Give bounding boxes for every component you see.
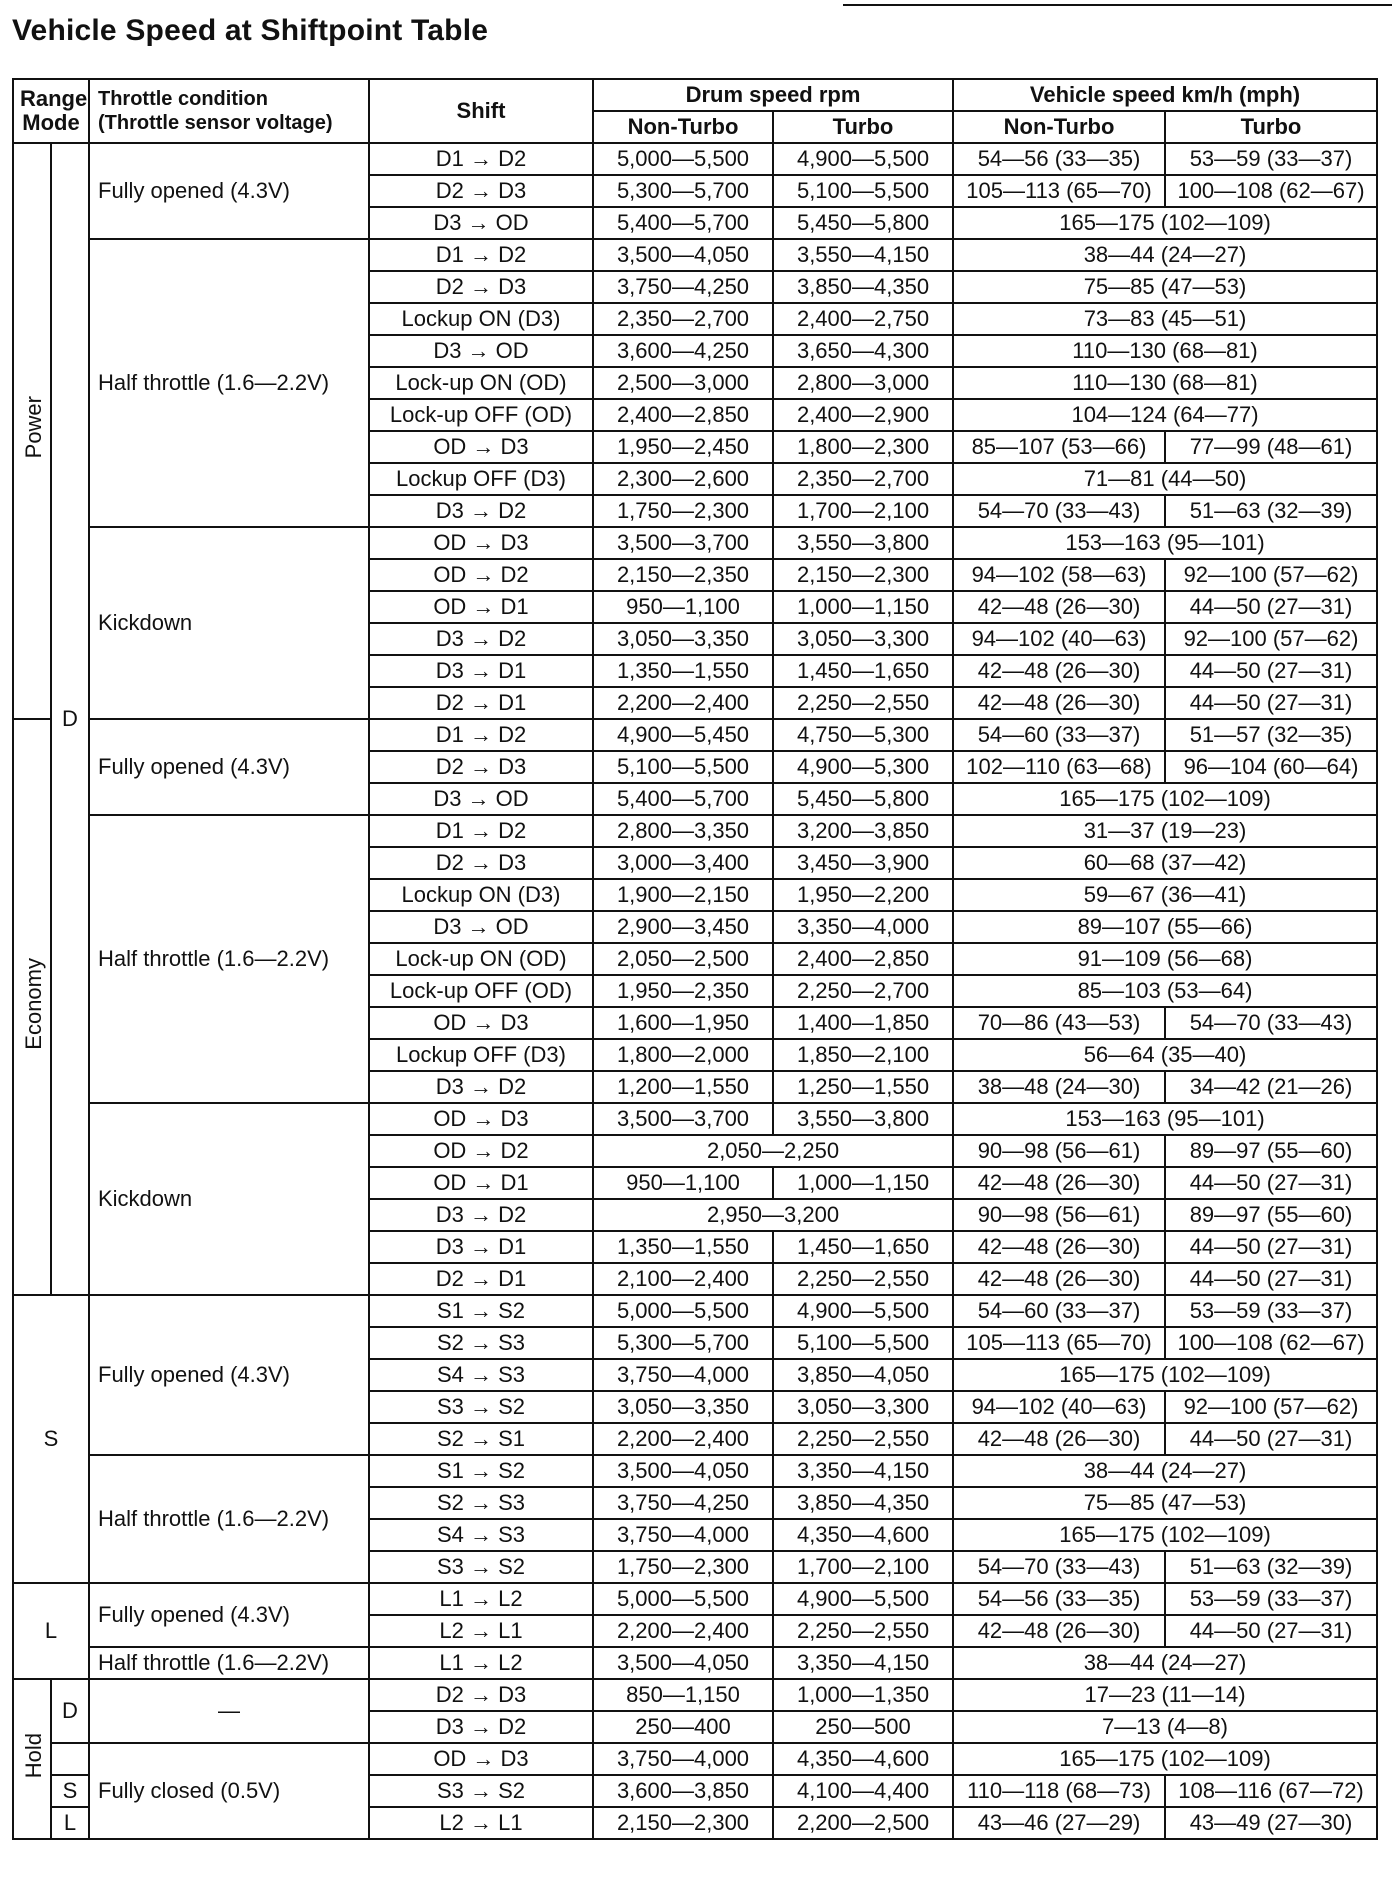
drum-turbo-cell: 2,400—2,900 <box>773 399 953 431</box>
drum-turbo-cell: 3,850—4,050 <box>773 1359 953 1391</box>
shiftpoint-table-wrapper <box>12 78 1376 1840</box>
shift-cell: D3 → OD <box>369 783 593 815</box>
vehicle-turbo-cell: 96—104 (60—64) <box>1165 751 1377 783</box>
vehicle-turbo-cell: 100—108 (62—67) <box>1165 175 1377 207</box>
vehicle-non-turbo-cell: 105—113 (65—70) <box>953 175 1165 207</box>
vehicle-speed-cell: 85—103 (53—64) <box>953 975 1377 1007</box>
vehicle-speed-cell: 60—68 (37—42) <box>953 847 1377 879</box>
shift-cell: S1 → S2 <box>369 1455 593 1487</box>
drum-speed-cell: 2,050—2,250 <box>593 1135 953 1167</box>
drum-turbo-cell: 3,550—3,800 <box>773 527 953 559</box>
shift-cell: D3 → D1 <box>369 1231 593 1263</box>
condition-l-half: Half throttle (1.6—2.2V) <box>89 1647 369 1679</box>
drum-non-turbo-cell: 250—400 <box>593 1711 773 1743</box>
group-l: L <box>13 1583 89 1679</box>
shift-cell: S2 → S3 <box>369 1487 593 1519</box>
drum-non-turbo-cell: 3,500—3,700 <box>593 527 773 559</box>
shift-cell: D2 → D3 <box>369 1679 593 1711</box>
drum-non-turbo-cell: 5,000—5,500 <box>593 143 773 175</box>
drum-turbo-cell: 3,850—4,350 <box>773 1487 953 1519</box>
table-row <box>13 1743 1377 1775</box>
drum-turbo-cell: 2,800—3,000 <box>773 367 953 399</box>
shift-cell: OD → D2 <box>369 1135 593 1167</box>
table-row <box>13 815 1377 847</box>
vehicle-turbo-cell: 92—100 (57—62) <box>1165 1391 1377 1423</box>
drum-turbo-cell: 3,450—3,900 <box>773 847 953 879</box>
drum-non-turbo-cell: 3,500—4,050 <box>593 239 773 271</box>
condition-power-full: Fully opened (4.3V) <box>89 143 369 239</box>
header-drum-turbo: Turbo <box>773 111 953 143</box>
vehicle-non-turbo-cell: 42—48 (26—30) <box>953 1615 1165 1647</box>
shift-cell: D1 → D2 <box>369 815 593 847</box>
drum-turbo-cell: 3,350—4,000 <box>773 911 953 943</box>
vehicle-speed-cell: 89—107 (55—66) <box>953 911 1377 943</box>
header-mode: Mode <box>22 110 80 135</box>
drum-turbo-cell: 3,050—3,300 <box>773 1391 953 1423</box>
shift-cell: L2 → L1 <box>369 1807 593 1839</box>
shift-cell: OD → D3 <box>369 431 593 463</box>
table-row <box>13 527 1377 559</box>
shift-cell: S3 → S2 <box>369 1551 593 1583</box>
drum-non-turbo-cell: 5,400—5,700 <box>593 207 773 239</box>
vehicle-turbo-cell: 54—70 (33—43) <box>1165 1007 1377 1039</box>
drum-non-turbo-cell: 5,000—5,500 <box>593 1583 773 1615</box>
vehicle-speed-cell: 104—124 (64—77) <box>953 399 1377 431</box>
shift-cell: D3 → OD <box>369 335 593 367</box>
drum-non-turbo-cell: 850—1,150 <box>593 1679 773 1711</box>
condition-hold-closed: Fully closed (0.5V) <box>89 1743 369 1839</box>
header-throttle-line2: (Throttle sensor voltage) <box>98 112 333 134</box>
drum-turbo-cell: 1,250—1,550 <box>773 1071 953 1103</box>
drum-turbo-cell: 3,550—3,800 <box>773 1103 953 1135</box>
table-row <box>13 1679 1377 1711</box>
drum-non-turbo-cell: 5,000—5,500 <box>593 1295 773 1327</box>
drum-turbo-cell: 3,050—3,300 <box>773 623 953 655</box>
drum-turbo-cell: 2,400—2,750 <box>773 303 953 335</box>
drum-non-turbo-cell: 1,750—2,300 <box>593 1551 773 1583</box>
table-row <box>13 719 1377 751</box>
drum-turbo-cell: 1,700—2,100 <box>773 1551 953 1583</box>
shift-cell: D3 → D2 <box>369 495 593 527</box>
group-economy <box>13 719 51 1295</box>
table-row <box>13 1455 1377 1487</box>
header-vehicle-turbo: Turbo <box>1165 111 1377 143</box>
vehicle-turbo-cell: 51—57 (32—35) <box>1165 719 1377 751</box>
vehicle-speed-cell: 38—44 (24—27) <box>953 1647 1377 1679</box>
vehicle-speed-cell: 165—175 (102—109) <box>953 207 1377 239</box>
drum-non-turbo-cell: 5,300—5,700 <box>593 1327 773 1359</box>
vehicle-non-turbo-cell: 43—46 (27—29) <box>953 1807 1165 1839</box>
vehicle-speed-cell: 165—175 (102—109) <box>953 1359 1377 1391</box>
drum-non-turbo-cell: 2,200—2,400 <box>593 687 773 719</box>
drum-non-turbo-cell: 2,300—2,600 <box>593 463 773 495</box>
vehicle-turbo-cell: 53—59 (33—37) <box>1165 143 1377 175</box>
vehicle-turbo-cell: 89—97 (55—60) <box>1165 1135 1377 1167</box>
drum-turbo-cell: 2,400—2,850 <box>773 943 953 975</box>
drum-non-turbo-cell: 5,300—5,700 <box>593 175 773 207</box>
shift-cell: OD → D3 <box>369 1743 593 1775</box>
drum-turbo-cell: 4,900—5,500 <box>773 143 953 175</box>
vehicle-turbo-cell: 53—59 (33—37) <box>1165 1583 1377 1615</box>
drum-non-turbo-cell: 2,800—3,350 <box>593 815 773 847</box>
drum-non-turbo-cell: 3,500—3,700 <box>593 1103 773 1135</box>
shift-cell: D2 → D3 <box>369 271 593 303</box>
drum-turbo-cell: 4,750—5,300 <box>773 719 953 751</box>
vehicle-non-turbo-cell: 54—70 (33—43) <box>953 495 1165 527</box>
vehicle-turbo-cell: 44—50 (27—31) <box>1165 1263 1377 1295</box>
drum-non-turbo-cell: 950—1,100 <box>593 1167 773 1199</box>
group-power <box>13 143 51 719</box>
drum-non-turbo-cell: 2,100—2,400 <box>593 1263 773 1295</box>
group-hold-l: L <box>51 1807 89 1839</box>
vehicle-non-turbo-cell: 54—60 (33—37) <box>953 719 1165 751</box>
vehicle-turbo-cell: 89—97 (55—60) <box>1165 1199 1377 1231</box>
vehicle-non-turbo-cell: 38—48 (24—30) <box>953 1071 1165 1103</box>
vehicle-non-turbo-cell: 90—98 (56—61) <box>953 1135 1165 1167</box>
shift-cell: S2 → S3 <box>369 1327 593 1359</box>
vehicle-turbo-cell: 108—116 (67—72) <box>1165 1775 1377 1807</box>
shift-cell: S1 → S2 <box>369 1295 593 1327</box>
condition-economy-full: Fully opened (4.3V) <box>89 719 369 815</box>
vehicle-speed-cell: 17—23 (11—14) <box>953 1679 1377 1711</box>
drum-turbo-cell: 4,350—4,600 <box>773 1519 953 1551</box>
vehicle-turbo-cell: 77—99 (48—61) <box>1165 431 1377 463</box>
drum-turbo-cell: 5,100—5,500 <box>773 175 953 207</box>
shift-cell: D2 → D3 <box>369 175 593 207</box>
vehicle-turbo-cell: 92—100 (57—62) <box>1165 559 1377 591</box>
vehicle-speed-cell: 153—163 (95—101) <box>953 527 1377 559</box>
drum-non-turbo-cell: 3,050—3,350 <box>593 623 773 655</box>
vehicle-non-turbo-cell: 105—113 (65—70) <box>953 1327 1165 1359</box>
table-row <box>13 239 1377 271</box>
vehicle-turbo-cell: 44—50 (27—31) <box>1165 655 1377 687</box>
header-drum-non-turbo: Non-Turbo <box>593 111 773 143</box>
vehicle-speed-cell: 153—163 (95—101) <box>953 1103 1377 1135</box>
vehicle-non-turbo-cell: 42—48 (26—30) <box>953 1231 1165 1263</box>
drum-turbo-cell: 1,450—1,650 <box>773 1231 953 1263</box>
drum-non-turbo-cell: 4,900—5,450 <box>593 719 773 751</box>
drum-turbo-cell: 4,350—4,600 <box>773 1743 953 1775</box>
group-d: D <box>51 143 89 1295</box>
shift-cell: Lockup OFF (D3) <box>369 463 593 495</box>
drum-turbo-cell: 5,450—5,800 <box>773 207 953 239</box>
drum-turbo-cell: 2,250—2,550 <box>773 687 953 719</box>
vehicle-non-turbo-cell: 94—102 (40—63) <box>953 1391 1165 1423</box>
vehicle-speed-cell: 38—44 (24—27) <box>953 1455 1377 1487</box>
shift-cell: D2 → D1 <box>369 687 593 719</box>
drum-turbo-cell: 1,400—1,850 <box>773 1007 953 1039</box>
drum-non-turbo-cell: 2,350—2,700 <box>593 303 773 335</box>
drum-non-turbo-cell: 950—1,100 <box>593 591 773 623</box>
vehicle-speed-cell: 91—109 (56—68) <box>953 943 1377 975</box>
drum-non-turbo-cell: 3,750—4,000 <box>593 1359 773 1391</box>
group-s: S <box>13 1295 89 1583</box>
condition-power-kickdown: Kickdown <box>89 527 369 719</box>
drum-non-turbo-cell: 3,750—4,000 <box>593 1519 773 1551</box>
vehicle-speed-cell: 75—85 (47—53) <box>953 271 1377 303</box>
shift-cell: L1 → L2 <box>369 1583 593 1615</box>
vehicle-non-turbo-cell: 54—60 (33—37) <box>953 1295 1165 1327</box>
drum-non-turbo-cell: 2,200—2,400 <box>593 1615 773 1647</box>
drum-turbo-cell: 3,350—4,150 <box>773 1455 953 1487</box>
shift-cell: L1 → L2 <box>369 1647 593 1679</box>
drum-turbo-cell: 3,850—4,350 <box>773 271 953 303</box>
drum-non-turbo-cell: 1,900—2,150 <box>593 879 773 911</box>
drum-non-turbo-cell: 2,150—2,350 <box>593 559 773 591</box>
vehicle-speed-cell: 73—83 (45—51) <box>953 303 1377 335</box>
drum-turbo-cell: 250—500 <box>773 1711 953 1743</box>
vehicle-speed-cell: 59—67 (36—41) <box>953 879 1377 911</box>
condition-s-half: Half throttle (1.6—2.2V) <box>89 1455 369 1583</box>
vehicle-non-turbo-cell: 85—107 (53—66) <box>953 431 1165 463</box>
table-row <box>13 1583 1377 1615</box>
vehicle-speed-cell: 75—85 (47—53) <box>953 1487 1377 1519</box>
drum-non-turbo-cell: 2,200—2,400 <box>593 1423 773 1455</box>
shift-cell: S4 → S3 <box>369 1359 593 1391</box>
vehicle-speed-cell: 165—175 (102—109) <box>953 1743 1377 1775</box>
table-row <box>13 1295 1377 1327</box>
drum-turbo-cell: 2,350—2,700 <box>773 463 953 495</box>
drum-turbo-cell: 2,250—2,550 <box>773 1263 953 1295</box>
shift-cell: Lockup OFF (D3) <box>369 1039 593 1071</box>
drum-non-turbo-cell: 2,050—2,500 <box>593 943 773 975</box>
shift-cell: D1 → D2 <box>369 719 593 751</box>
group-hold-sub-blank <box>51 1743 89 1775</box>
shift-cell: D1 → D2 <box>369 143 593 175</box>
shift-cell: Lock-up ON (OD) <box>369 367 593 399</box>
shift-cell: D3 → D1 <box>369 655 593 687</box>
shift-cell: D3 → OD <box>369 207 593 239</box>
vehicle-turbo-cell: 100—108 (62—67) <box>1165 1327 1377 1359</box>
vehicle-turbo-cell: 44—50 (27—31) <box>1165 1615 1377 1647</box>
table-body <box>13 143 1377 1839</box>
table-row <box>13 143 1377 175</box>
header-throttle <box>89 79 369 143</box>
vehicle-speed-cell: 56—64 (35—40) <box>953 1039 1377 1071</box>
shift-cell: D3 → D2 <box>369 1199 593 1231</box>
shift-cell: Lock-up ON (OD) <box>369 943 593 975</box>
shift-cell: OD → D3 <box>369 1007 593 1039</box>
drum-non-turbo-cell: 1,350—1,550 <box>593 655 773 687</box>
shift-cell: OD → D3 <box>369 1103 593 1135</box>
drum-turbo-cell: 1,000—1,150 <box>773 1167 953 1199</box>
drum-non-turbo-cell: 1,750—2,300 <box>593 495 773 527</box>
drum-turbo-cell: 3,650—4,300 <box>773 335 953 367</box>
header-vehicle-non-turbo: Non-Turbo <box>953 111 1165 143</box>
header-drum-speed: Drum speed rpm <box>593 79 953 111</box>
vehicle-non-turbo-cell: 42—48 (26—30) <box>953 1167 1165 1199</box>
drum-turbo-cell: 4,900—5,300 <box>773 751 953 783</box>
drum-turbo-cell: 2,250—2,550 <box>773 1423 953 1455</box>
shift-cell: L2 → L1 <box>369 1615 593 1647</box>
drum-non-turbo-cell: 3,000—3,400 <box>593 847 773 879</box>
shift-cell: S3 → S2 <box>369 1391 593 1423</box>
drum-turbo-cell: 1,950—2,200 <box>773 879 953 911</box>
vehicle-turbo-cell: 44—50 (27—31) <box>1165 1231 1377 1263</box>
header-range: Range <box>20 86 88 111</box>
condition-economy-half: Half throttle (1.6—2.2V) <box>89 815 369 1103</box>
vehicle-non-turbo-cell: 90—98 (56—61) <box>953 1199 1165 1231</box>
drum-turbo-cell: 1,800—2,300 <box>773 431 953 463</box>
shift-cell: OD → D1 <box>369 591 593 623</box>
header-shift: Shift <box>369 79 593 143</box>
vehicle-speed-cell: 110—130 (68—81) <box>953 335 1377 367</box>
vehicle-turbo-cell: 44—50 (27—31) <box>1165 1423 1377 1455</box>
top-rule <box>843 4 1392 6</box>
shiftpoint-table <box>12 78 1378 1840</box>
vehicle-speed-cell: 38—44 (24—27) <box>953 239 1377 271</box>
condition-hold-dash: — <box>89 1679 369 1743</box>
vehicle-non-turbo-cell: 110—118 (68—73) <box>953 1775 1165 1807</box>
shift-cell: D3 → OD <box>369 911 593 943</box>
drum-turbo-cell: 5,450—5,800 <box>773 783 953 815</box>
drum-non-turbo-cell: 2,400—2,850 <box>593 399 773 431</box>
drum-turbo-cell: 4,100—4,400 <box>773 1775 953 1807</box>
drum-turbo-cell: 2,250—2,700 <box>773 975 953 1007</box>
shift-cell: S2 → S1 <box>369 1423 593 1455</box>
drum-turbo-cell: 4,900—5,500 <box>773 1583 953 1615</box>
drum-turbo-cell: 3,350—4,150 <box>773 1647 953 1679</box>
shift-cell: OD → D2 <box>369 559 593 591</box>
vehicle-turbo-cell: 43—49 (27—30) <box>1165 1807 1377 1839</box>
group-hold-d: D <box>51 1679 89 1743</box>
vehicle-turbo-cell: 51—63 (32—39) <box>1165 1551 1377 1583</box>
vehicle-non-turbo-cell: 42—48 (26—30) <box>953 655 1165 687</box>
vehicle-non-turbo-cell: 42—48 (26—30) <box>953 1263 1165 1295</box>
drum-non-turbo-cell: 3,750—4,250 <box>593 1487 773 1519</box>
group-hold-label: Hold <box>21 1732 46 1779</box>
drum-non-turbo-cell: 1,950—2,450 <box>593 431 773 463</box>
vehicle-speed-cell: 110—130 (68—81) <box>953 367 1377 399</box>
drum-non-turbo-cell: 3,750—4,000 <box>593 1743 773 1775</box>
shift-cell: D3 → D2 <box>369 1071 593 1103</box>
shift-cell: OD → D1 <box>369 1167 593 1199</box>
table-row <box>13 1647 1377 1679</box>
drum-non-turbo-cell: 3,750—4,250 <box>593 271 773 303</box>
condition-economy-kickdown: Kickdown <box>89 1103 369 1295</box>
group-economy-label: Economy <box>21 957 46 1050</box>
drum-non-turbo-cell: 3,600—3,850 <box>593 1775 773 1807</box>
header-range-mode <box>13 79 89 143</box>
header-vehicle-speed: Vehicle speed km/h (mph) <box>953 79 1377 111</box>
vehicle-turbo-cell: 51—63 (32—39) <box>1165 495 1377 527</box>
drum-turbo-cell: 1,450—1,650 <box>773 655 953 687</box>
drum-turbo-cell: 4,900—5,500 <box>773 1295 953 1327</box>
drum-non-turbo-cell: 3,050—3,350 <box>593 1391 773 1423</box>
vehicle-non-turbo-cell: 102—110 (63—68) <box>953 751 1165 783</box>
drum-non-turbo-cell: 2,900—3,450 <box>593 911 773 943</box>
vehicle-speed-cell: 165—175 (102—109) <box>953 1519 1377 1551</box>
condition-l-full: Fully opened (4.3V) <box>89 1583 369 1647</box>
vehicle-non-turbo-cell: 94—102 (58—63) <box>953 559 1165 591</box>
group-power-label: Power <box>21 396 46 459</box>
shift-cell: D3 → D2 <box>369 623 593 655</box>
drum-turbo-cell: 3,550—4,150 <box>773 239 953 271</box>
drum-speed-cell: 2,950—3,200 <box>593 1199 953 1231</box>
shift-cell: Lockup ON (D3) <box>369 303 593 335</box>
drum-turbo-cell: 3,200—3,850 <box>773 815 953 847</box>
vehicle-non-turbo-cell: 54—56 (33—35) <box>953 1583 1165 1615</box>
drum-non-turbo-cell: 1,800—2,000 <box>593 1039 773 1071</box>
vehicle-turbo-cell: 44—50 (27—31) <box>1165 687 1377 719</box>
group-hold <box>13 1679 51 1839</box>
drum-turbo-cell: 2,150—2,300 <box>773 559 953 591</box>
shift-cell: Lockup ON (D3) <box>369 879 593 911</box>
shift-cell: D2 → D1 <box>369 1263 593 1295</box>
vehicle-turbo-cell: 44—50 (27—31) <box>1165 1167 1377 1199</box>
shift-cell: Lock-up OFF (OD) <box>369 975 593 1007</box>
shift-cell: Lock-up OFF (OD) <box>369 399 593 431</box>
drum-non-turbo-cell: 3,500—4,050 <box>593 1647 773 1679</box>
condition-s-full: Fully opened (4.3V) <box>89 1295 369 1455</box>
drum-turbo-cell: 2,250—2,550 <box>773 1615 953 1647</box>
shift-cell: OD → D3 <box>369 527 593 559</box>
table-row <box>13 1103 1377 1135</box>
vehicle-turbo-cell: 44—50 (27—31) <box>1165 591 1377 623</box>
drum-non-turbo-cell: 1,350—1,550 <box>593 1231 773 1263</box>
drum-turbo-cell: 1,850—2,100 <box>773 1039 953 1071</box>
group-hold-s: S <box>51 1775 89 1807</box>
vehicle-turbo-cell: 53—59 (33—37) <box>1165 1295 1377 1327</box>
drum-non-turbo-cell: 3,500—4,050 <box>593 1455 773 1487</box>
vehicle-speed-cell: 165—175 (102—109) <box>953 783 1377 815</box>
drum-non-turbo-cell: 1,950—2,350 <box>593 975 773 1007</box>
vehicle-non-turbo-cell: 94—102 (40—63) <box>953 623 1165 655</box>
condition-power-half: Half throttle (1.6—2.2V) <box>89 239 369 527</box>
drum-non-turbo-cell: 1,600—1,950 <box>593 1007 773 1039</box>
drum-turbo-cell: 1,700—2,100 <box>773 495 953 527</box>
vehicle-turbo-cell: 34—42 (21—26) <box>1165 1071 1377 1103</box>
shift-cell: D1 → D2 <box>369 239 593 271</box>
shift-cell: D3 → D2 <box>369 1711 593 1743</box>
page-title: Vehicle Speed at Shiftpoint Table <box>12 14 489 47</box>
vehicle-non-turbo-cell: 54—56 (33—35) <box>953 143 1165 175</box>
vehicle-speed-cell: 71—81 (44—50) <box>953 463 1377 495</box>
vehicle-non-turbo-cell: 70—86 (43—53) <box>953 1007 1165 1039</box>
drum-turbo-cell: 1,000—1,150 <box>773 591 953 623</box>
drum-turbo-cell: 1,000—1,350 <box>773 1679 953 1711</box>
shift-cell: D2 → D3 <box>369 847 593 879</box>
shift-cell: S4 → S3 <box>369 1519 593 1551</box>
drum-turbo-cell: 2,200—2,500 <box>773 1807 953 1839</box>
drum-non-turbo-cell: 5,100—5,500 <box>593 751 773 783</box>
drum-non-turbo-cell: 2,500—3,000 <box>593 367 773 399</box>
header-throttle-line1: Throttle condition <box>98 88 268 110</box>
drum-non-turbo-cell: 1,200—1,550 <box>593 1071 773 1103</box>
shift-cell: D2 → D3 <box>369 751 593 783</box>
vehicle-non-turbo-cell: 42—48 (26—30) <box>953 1423 1165 1455</box>
vehicle-speed-cell: 7—13 (4—8) <box>953 1711 1377 1743</box>
vehicle-non-turbo-cell: 54—70 (33—43) <box>953 1551 1165 1583</box>
vehicle-non-turbo-cell: 42—48 (26—30) <box>953 687 1165 719</box>
vehicle-speed-cell: 31—37 (19—23) <box>953 815 1377 847</box>
shift-cell: S3 → S2 <box>369 1775 593 1807</box>
drum-non-turbo-cell: 5,400—5,700 <box>593 783 773 815</box>
drum-non-turbo-cell: 2,150—2,300 <box>593 1807 773 1839</box>
drum-non-turbo-cell: 3,600—4,250 <box>593 335 773 367</box>
drum-turbo-cell: 5,100—5,500 <box>773 1327 953 1359</box>
vehicle-turbo-cell: 92—100 (57—62) <box>1165 623 1377 655</box>
vehicle-non-turbo-cell: 42—48 (26—30) <box>953 591 1165 623</box>
